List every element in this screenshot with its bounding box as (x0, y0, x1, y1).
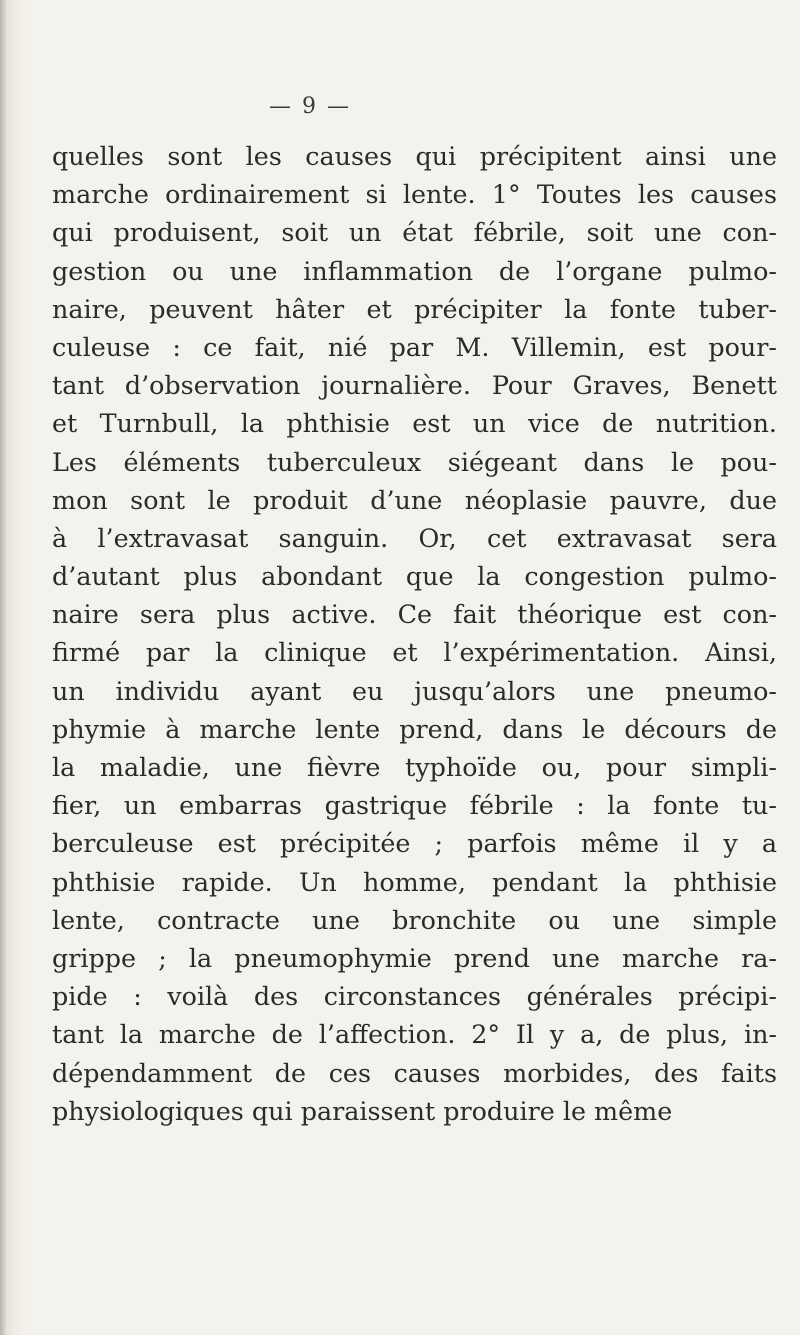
text-line: physiologiques qui paraissent produire le même (52, 1095, 673, 1126)
text-line: firmé par la clinique et l’expérimentation. Ainsi, (52, 637, 777, 668)
text-line: pide : voilà des circonstances générales précipi- (52, 981, 777, 1012)
text-line: dépendamment de ces causes morbides, des faits (52, 1057, 777, 1088)
text-line: gestion ou une inflammation de l’organe pulmo- (52, 255, 777, 286)
text-line: phthisie rapide. Un homme, pendant la phthisie (52, 866, 777, 897)
text-line: quelles sont les causes qui précipitent ainsi une (52, 141, 777, 171)
text-line: et Turnbull, la phthisie est un vice de nutrition. (52, 408, 777, 439)
text-line: qui produisent, soit un état fébrile, soit une con- (52, 217, 777, 248)
text-line: d’autant plus abondant que la congestion pulmo- (52, 561, 777, 592)
text-line: à l’extravasat sanguin. Or, cet extravasat sera (52, 522, 777, 553)
body-text (52, 137, 777, 1130)
text-line: phymie à marche lente prend, dans le décours de (52, 713, 777, 744)
page-number: — 9 — (269, 94, 351, 119)
text-line: Les éléments tuberculeux siégeant dans le pou- (52, 446, 777, 477)
text-line: tant d’observation journalière. Pour Graves, Benett (52, 370, 777, 401)
text-line: fier, un embarras gastrique fébrile : la fonte tu- (52, 790, 777, 821)
text-line: mon sont le produit d’une néoplasie pauvre, due (52, 484, 777, 515)
text-line: grippe ; la pneumophymie prend une marche ra- (52, 942, 777, 973)
text-line: marche ordinairement si lente. 1° Toutes les causes (52, 179, 777, 210)
text-line: lente, contracte une bronchite ou une simple (52, 904, 777, 935)
text-line: culeuse : ce fait, nié par M. Villemin, est pour- (52, 331, 777, 362)
text-line: berculeuse est précipitée ; parfois même il y a (52, 828, 777, 859)
text-line: la maladie, une fièvre typhoïde ou, pour simpli- (52, 752, 777, 782)
text-line: tant la marche de l’affection. 2° Il y a, de plus, in- (52, 1019, 777, 1050)
text-line: naire, peuvent hâter et précipiter la fonte tuber- (52, 293, 777, 324)
page-edge-shadow (0, 0, 6, 1335)
text-line: naire sera plus active. Ce fait théorique est con- (52, 599, 777, 630)
text-line: un individu ayant eu jusqu’alors une pneumo- (52, 675, 777, 706)
